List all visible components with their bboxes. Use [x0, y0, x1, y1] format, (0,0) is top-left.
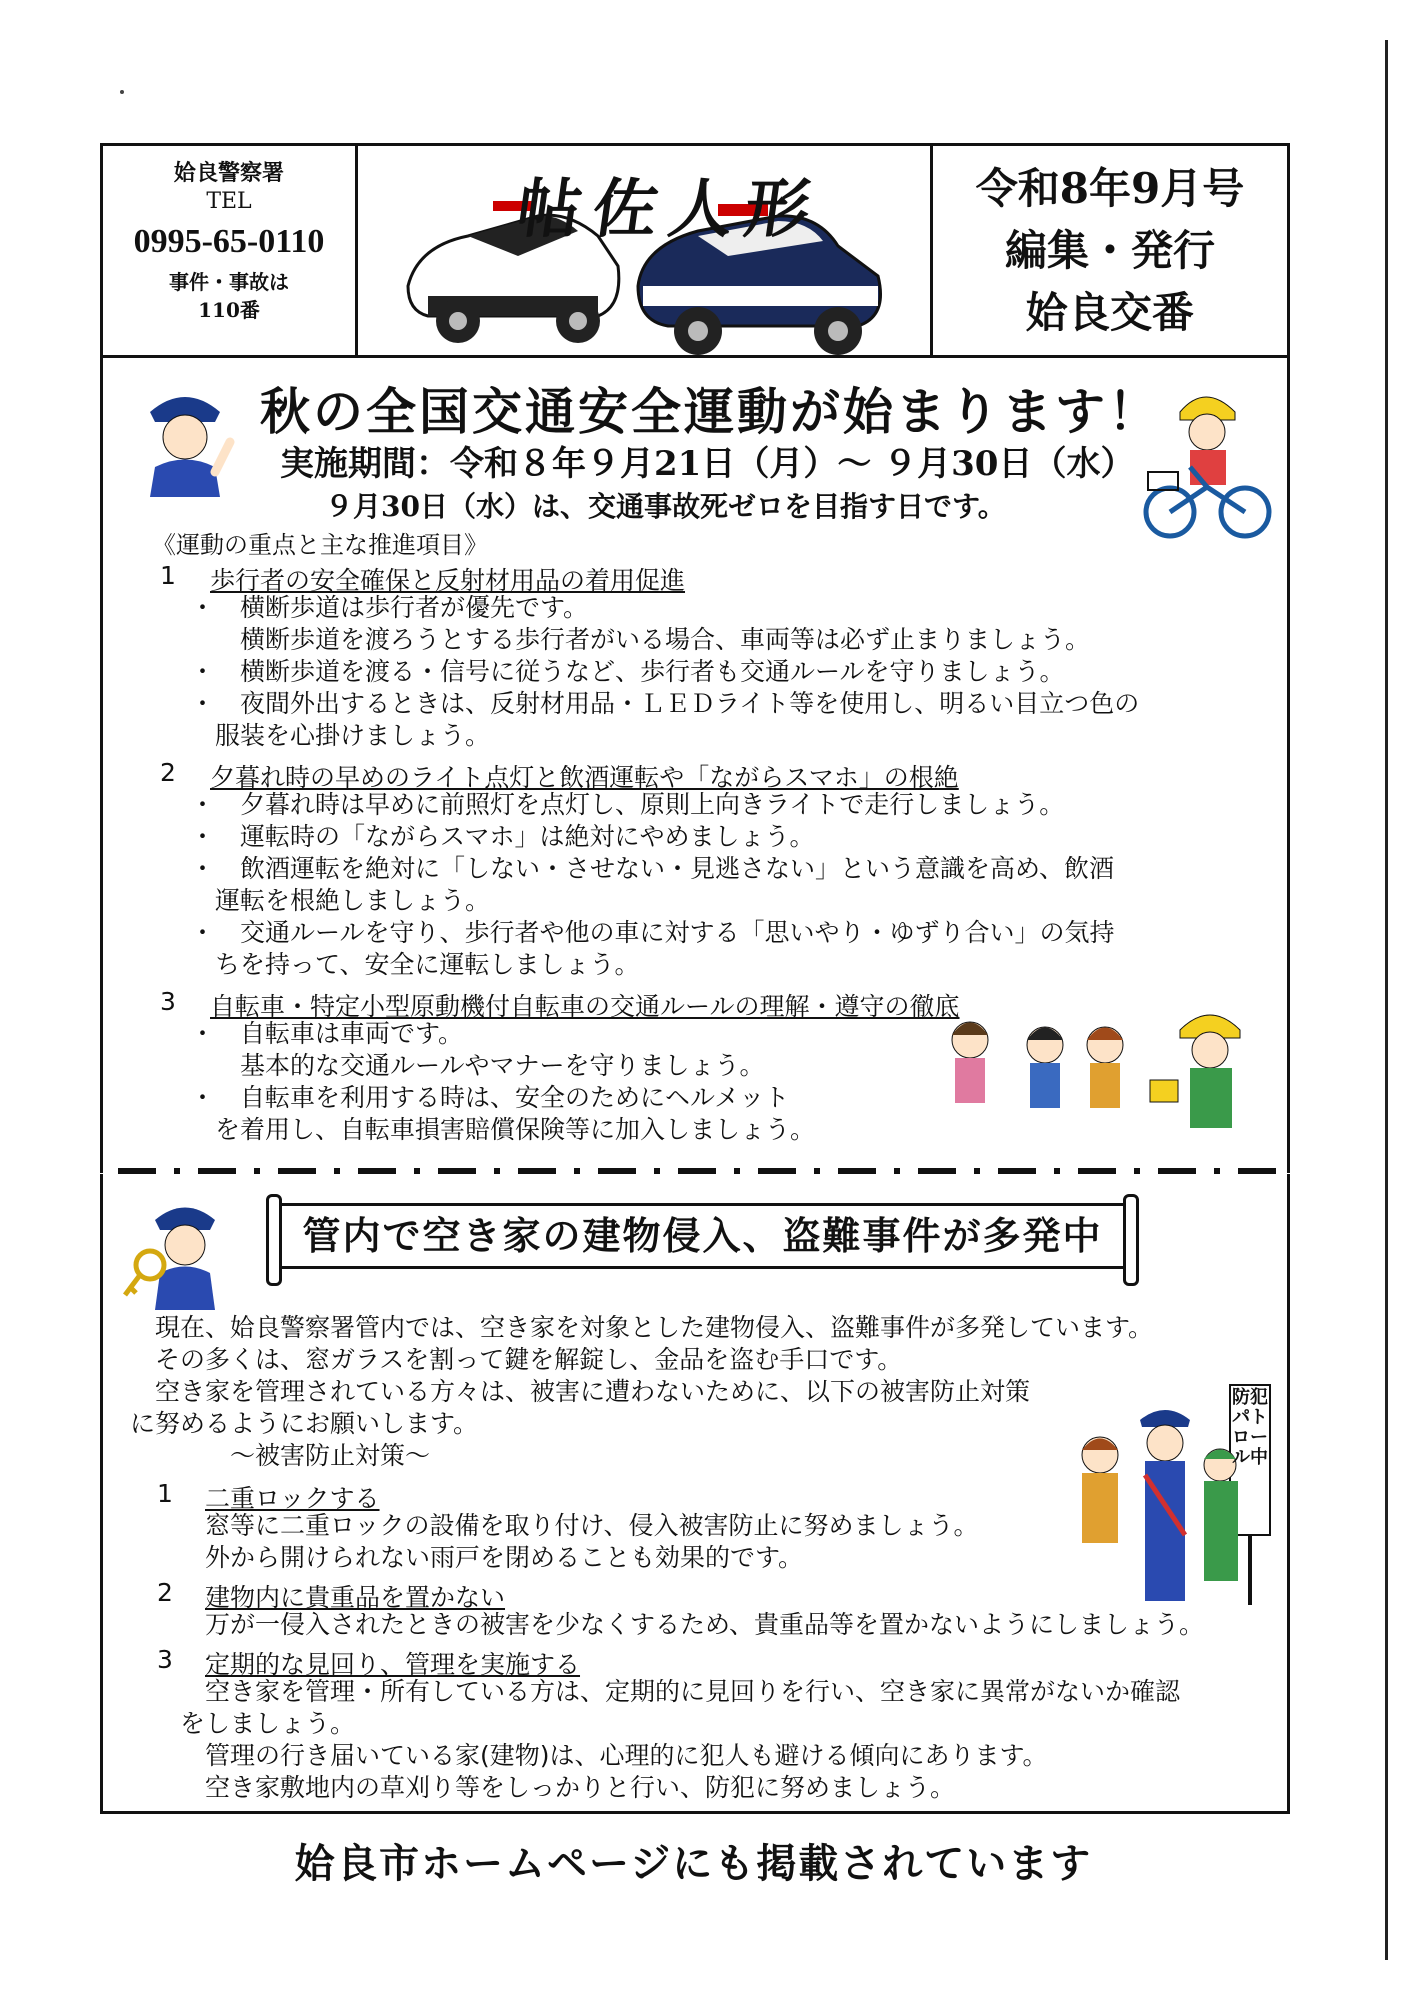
item-line: ・ 横断歩道を渡る・信号に従うなど、歩行者も交通ルールを守りましょう。	[190, 657, 1065, 686]
children-walking-illustration	[940, 1000, 1270, 1145]
item-line: ・ 自転車を利用する時は、安全のためにヘルメット	[190, 1083, 790, 1112]
scan-speck	[120, 90, 124, 94]
item-line: 横断歩道を渡ろうとする歩行者がいる場合、車両等は必ず止まりましょう。	[190, 625, 1091, 654]
brand-box	[358, 146, 933, 355]
koban-name: 姶良交番	[1025, 288, 1194, 337]
campaign-title: 秋の全国交通安全運動が始まります！	[260, 382, 1161, 441]
item-line: ちを持って、安全に運転しましょう。	[190, 950, 640, 979]
measure-heading: 二重ロックする	[205, 1484, 380, 1513]
item-line: ・ 飲酒運転を絶対に「しない・させない・見逃さない」という意識を高め、飲酒	[190, 854, 1115, 883]
item-heading: 自転車・特定小型原動機付自転車の交通ルールの理解・遵守の徹底	[210, 992, 960, 1021]
item-line: ・ 自転車は車両です。	[190, 1019, 464, 1048]
item-line: 運転を根絶しましょう。	[190, 886, 491, 915]
emergency-note: 事件・事故は	[169, 270, 289, 294]
item-number: 3	[160, 987, 176, 1016]
tel-number: 0995-65-0110	[133, 223, 325, 260]
emergency-number: 110番	[198, 298, 260, 322]
item-number: 2	[160, 758, 176, 787]
measure-number: 1	[157, 1479, 173, 1508]
brand-title: 帖佐人形	[511, 172, 827, 247]
burglary-intro	[130, 1312, 1153, 1472]
issue-month: 令和8年9月号	[975, 164, 1245, 213]
measure-number: 2	[157, 1578, 173, 1607]
intro-line: 空き家を管理されている方々は、被害に遭わないために、以下の被害防止対策	[130, 1377, 1031, 1406]
campaign-period: 実施期間：令和８年９月21日（月）～ ９月30日（水）	[280, 444, 1135, 484]
item-line: 服装を心掛けましょう。	[190, 721, 491, 750]
contact-box	[103, 146, 358, 355]
intro-line: その多くは、窓ガラスを割って鍵を解錠し、金品を盗む手口です。	[130, 1345, 903, 1374]
item-line: ・ 運転時の「ながらスマホ」は絶対にやめましょう。	[190, 822, 815, 851]
item-line: を着用し、自転車損害賠償保険等に加入しましょう。	[190, 1115, 816, 1144]
page-edge-line	[1385, 40, 1388, 1960]
item-heading: 歩行者の安全確保と反射材用品の着用促進	[210, 566, 686, 595]
item-body	[190, 592, 1139, 752]
intro-line: ～被害防止対策～	[130, 1441, 431, 1470]
newsletter-header	[100, 143, 1290, 358]
item-body	[190, 789, 1115, 981]
measure-heading: 定期的な見回り、管理を実施する	[205, 1650, 581, 1679]
station-name: 姶良警察署	[173, 160, 284, 186]
tel-label: TEL	[206, 189, 252, 214]
measure-heading: 建物内に貴重品を置かない	[205, 1583, 506, 1612]
measure-line: 空き家を管理・所有している方は、定期的に見回りを行い、空き家に異常がないか確認	[205, 1677, 1181, 1706]
footer-note: 姶良市ホームページにも掲載されています	[295, 1840, 1093, 1887]
measure-line: 万が一侵入されたときの被害を少なくするため、貴重品等を置かないようにしましょう。	[205, 1610, 1205, 1639]
patrol-sign-text: 防犯パトロール中	[1232, 1387, 1268, 1468]
measure-line: 空き家敷地内の草刈り等をしっかりと行い、防犯に努めましょう。	[205, 1773, 956, 1802]
intro-line: 現在、姶良警察署管内では、空き家を対象とした建物侵入、盗難事件が多発しています。	[130, 1313, 1154, 1342]
burglary-title-banner: 管内で空き家の建物侵入、盗難事件が多発中	[275, 1203, 1130, 1269]
item-line: ・ 交通ルールを守り、歩行者や他の車に対する「思いやり・ゆずり合い」の気持	[190, 918, 1115, 947]
item-line: ・ 横断歩道は歩行者が優先です。	[190, 593, 589, 622]
zero-fatality-day: ９月30日（水）は、交通事故死ゼロを目指す日です。	[325, 490, 1006, 523]
measure-line: 外から開けられない雨戸を閉めることも効果的です。	[205, 1543, 804, 1572]
edit-publish: 編集・発行	[1004, 226, 1215, 275]
item-body	[190, 1018, 815, 1146]
measure-body	[205, 1609, 1204, 1641]
measure-body	[205, 1510, 979, 1574]
police-officer-with-key-illustration	[120, 1195, 230, 1315]
issue-box	[933, 146, 1287, 355]
measure-line: 窓等に二重ロックの設備を取り付け、侵入被害防止に努めましょう。	[205, 1511, 979, 1540]
campaign-intro: 《運動の重点と主な推進項目》	[152, 531, 488, 559]
intro-line: に努めるようにお願いします。	[130, 1409, 479, 1438]
measure-line: をしましょう。	[180, 1709, 356, 1738]
item-line: ・ 夕暮れ時は早めに前照灯を点灯し、原則上向きライトで走行しましょう。	[190, 790, 1065, 819]
measure-number: 3	[157, 1645, 173, 1674]
measure-line: 管理の行き届いている家(建物)は、心理的に犯人も避ける傾向にあります。	[205, 1741, 1048, 1770]
police-officer-waving-illustration	[135, 382, 235, 497]
item-heading: 夕暮れ時の早めのライト点灯と飲酒運転や「ながらスマホ」の根絶	[210, 763, 959, 792]
item-line: ・ 夜間外出するときは、反射材用品・ＬＥＤライト等を使用し、明るい目立つ色の	[190, 689, 1140, 718]
item-number: 1	[160, 561, 176, 590]
measure-body	[180, 1676, 1180, 1804]
item-line: 基本的な交通ルールやマナーを守りましょう。	[190, 1051, 765, 1080]
